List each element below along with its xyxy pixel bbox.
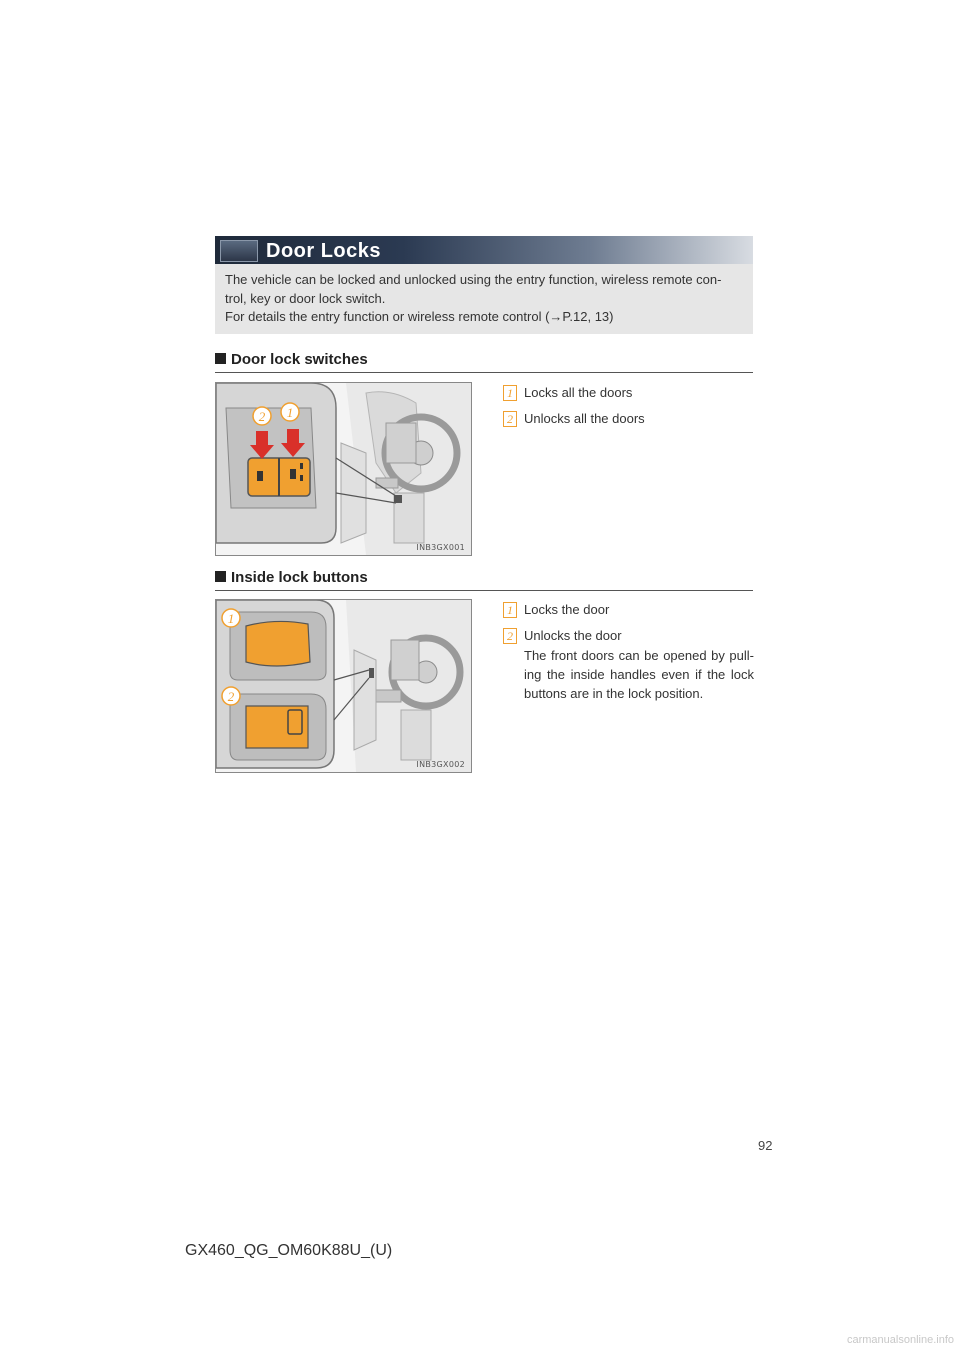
figure-callout-1: 1 (227, 611, 235, 626)
step-text: Unlocks all the doors (524, 411, 645, 426)
figure-callout-2: 2 (258, 409, 266, 424)
step-text: Unlocks the door (524, 628, 622, 643)
intro-line-3: For details the entry function or wireless remote control (→P.12, 13) (225, 309, 614, 324)
step-text: Locks all the doors (524, 385, 633, 400)
page-number: 92 (758, 1138, 773, 1153)
header-thumbnail (220, 240, 258, 262)
step-text: Locks the door (524, 602, 610, 617)
step-number-badge: 2 (503, 411, 517, 427)
figure-callout-1: 1 (286, 405, 294, 420)
section-heading-inside-lock-buttons (215, 569, 368, 586)
figure-inside-lock-buttons (215, 599, 472, 773)
section-heading-text: Inside lock buttons (231, 569, 368, 586)
section-heading-text: Door lock switches (231, 351, 368, 368)
step-number-badge: 2 (503, 628, 517, 644)
figure-door-lock-switches (215, 382, 472, 556)
section-divider (215, 372, 753, 373)
page-title: Door Locks (266, 240, 382, 262)
step-number-badge: 1 (503, 602, 517, 618)
step-number-badge: 1 (503, 385, 517, 401)
step-note: The front doors can be opened by pull-ing the inside handles even if the lock buttons are in the lock position. (524, 648, 754, 701)
intro-line-2: trol, key or door lock switch. (225, 291, 386, 306)
figure-code: INB3GX001 (416, 543, 465, 552)
figure-code: INB3GX002 (416, 760, 465, 769)
section-divider (215, 590, 753, 591)
section-heading-door-lock-switches (215, 351, 368, 368)
heading-square-icon (215, 571, 226, 582)
figure-callout-2: 2 (227, 689, 235, 704)
heading-square-icon (215, 353, 226, 364)
footer-document-code: GX460_QG_OM60K88U_(U) (185, 1242, 393, 1259)
watermark: carmanualsonline.info (846, 1334, 954, 1346)
intro-line-1: The vehicle can be locked and unlocked using the entry function, wireless remote con- (225, 272, 722, 287)
